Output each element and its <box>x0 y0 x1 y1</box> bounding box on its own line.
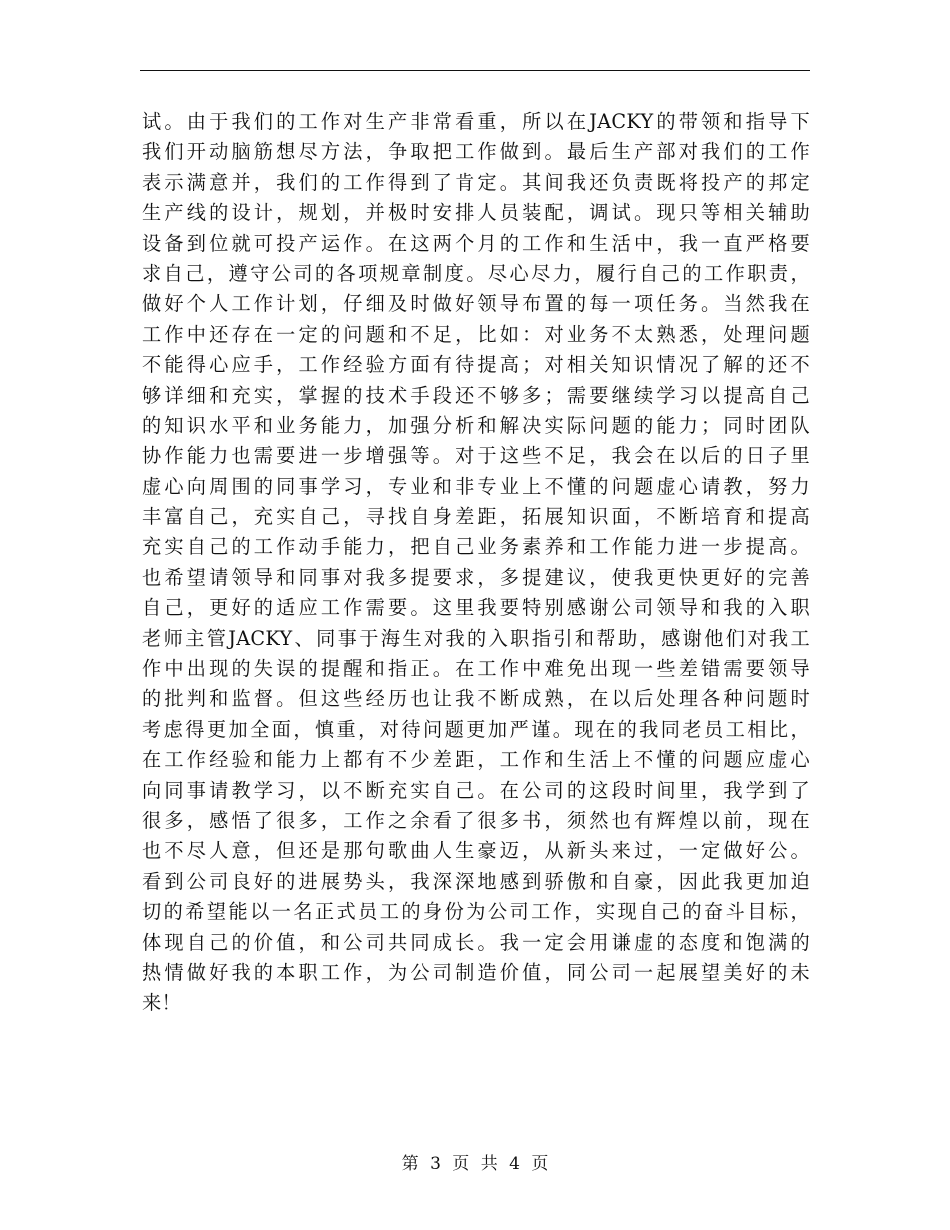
text-line: 够详细和充实，掌握的技术手段还不够多；需要继续学习以提高自己 <box>142 383 810 407</box>
text-line: 虚心向周围的同事学习，专业和非专业上不懂的问题虚心请教，努力 <box>142 474 810 498</box>
text-line: 自己，更好的适应工作需要。这里我要特别感谢公司领导和我的入职 <box>142 596 810 620</box>
body-text <box>142 107 810 1019</box>
text-line: 丰富自己，充实自己，寻找自身差距，拓展知识面，不断培育和提高 <box>142 505 810 529</box>
text-line: 不能得心应手，工作经验方面有待提高；对相关知识情况了解的还不 <box>142 353 810 377</box>
text-line: 体现自己的价值，和公司共同成长。我一定会用谦虚的态度和饱满的 <box>142 930 810 954</box>
text-line: 也不尽人意，但还是那句歌曲人生豪迈，从新头来过，一定做好公。 <box>142 839 810 863</box>
text-line: 的批判和监督。但这些经历也让我不断成熟，在以后处理各种问题时 <box>142 687 810 711</box>
text-line: 协作能力也需要进一步增强等。对于这些不足，我会在以后的日子里 <box>142 444 810 468</box>
text-line: 求自己，遵守公司的各项规章制度。尽心尽力，履行自己的工作职责， <box>142 261 810 285</box>
header-rule <box>140 70 810 71</box>
text-line: 工作中还存在一定的问题和不足，比如：对业务不太熟悉，处理问题 <box>142 322 810 346</box>
text-line: 看到公司良好的进展势头，我深深地感到骄傲和自豪，因此我更加迫 <box>142 869 810 893</box>
page-number-footer: 第 3 页 共 4 页 <box>401 1154 549 1174</box>
text-line-last: 来！ <box>142 991 181 1015</box>
text-line: 作中出现的失误的提醒和指正。在工作中难免出现一些差错需要领导 <box>142 657 810 681</box>
text-line: 热情做好我的本职工作，为公司制造价值，同公司一起展望美好的未 <box>142 960 810 984</box>
text-line: 也希望请领导和同事对我多提要求，多提建议，使我更快更好的完善 <box>142 565 810 589</box>
text-line: 生产线的设计，规划，并极时安排人员装配，调试。现只等相关辅助 <box>142 201 810 225</box>
text-line: 的知识水平和业务能力，加强分析和解决实际问题的能力；同时团队 <box>142 413 810 437</box>
text-line: 考虑得更加全面，慎重，对待问题更加严谨。现在的我同老员工相比， <box>142 717 810 741</box>
text-line: 在工作经验和能力上都有不少差距，工作和生活上不懂的问题应虚心 <box>142 748 810 772</box>
text-line: 充实自己的工作动手能力，把自己业务素养和工作能力进一步提高。 <box>142 535 810 559</box>
text-line: 做好个人工作计划，仔细及时做好领导布置的每一项任务。当然我在 <box>142 292 810 316</box>
text-line: 设备到位就可投产运作。在这两个月的工作和生活中，我一直严格要 <box>142 231 810 255</box>
text-line: 表示满意并，我们的工作得到了肯定。其间我还负责既将投产的邦定 <box>142 170 810 194</box>
text-line: 切的希望能以一名正式员工的身份为公司工作，实现自己的奋斗目标， <box>142 900 810 924</box>
text-line: 试。由于我们的工作对生产非常看重，所以在JACKY的带领和指导下 <box>142 110 810 133</box>
text-line: 很多，感悟了很多，工作之余看了很多书，须然也有辉煌以前，现在 <box>142 808 810 832</box>
text-line: 我们开动脑筋想尽方法，争取把工作做到。最后生产部对我们的工作 <box>142 140 810 164</box>
text-line: 向同事请教学习，以不断充实自己。在公司的这段时间里，我学到了 <box>142 778 810 802</box>
text-line: 老师主管JACKY、同事于海生对我的入职指引和帮助，感谢他们对我工 <box>142 626 810 650</box>
